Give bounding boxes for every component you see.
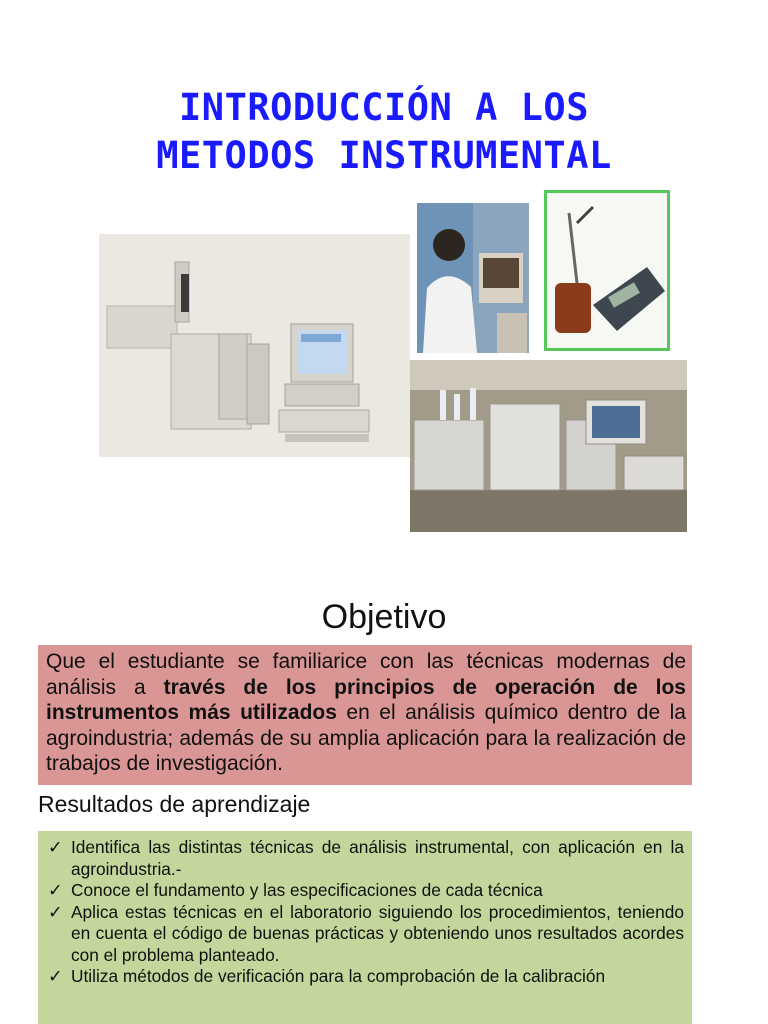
objective-text-bold: través de los principios de operación de los instrumentos más utilizados — [46, 675, 686, 724]
list-item — [48, 966, 684, 988]
list-item-text: Conoce el fundamento y las especificaciones de cada técnica — [71, 880, 543, 900]
objective-heading: Objetivo — [321, 598, 447, 636]
title-line-1: INTRODUCCIÓN A LOS — [179, 86, 589, 129]
ph-meter-photo — [544, 190, 670, 351]
objective-text-1: Que el estudiante se familiarice con las técnicas modernas de análisis a — [46, 650, 686, 699]
gas-chromatograph-photo — [99, 234, 410, 457]
slide-title — [0, 84, 768, 180]
list-item-text: Aplica estas técnicas en el laboratorio siguiendo los procedimientos, teniendo en cuenta el código de buenas prácticas y obteniendo unos resultados acordes con el problema planteado. — [71, 901, 684, 965]
list-item — [48, 902, 684, 967]
check-icon: ✓ — [48, 837, 63, 857]
results-box — [38, 831, 692, 1024]
list-item-text: Identifica las distintas técnicas de análisis instrumental, con aplicación en la agroindustria.- — [71, 837, 684, 879]
title-line-2: METODOS INSTRUMENTAL — [156, 134, 612, 177]
lab-technician-photo — [417, 203, 529, 353]
list-item-text: Utiliza métodos de verificación para la comprobación de la calibración — [71, 966, 606, 986]
results-heading: Resultados de aprendizaje — [38, 791, 311, 817]
check-icon: ✓ — [48, 966, 63, 986]
check-icon: ✓ — [48, 901, 63, 922]
objective-text-2: en el análisis químico dentro de la agroindustria; además de su amplia aplicación para la realización de trabajos de investigación. — [46, 701, 686, 775]
objective-box — [38, 645, 692, 785]
check-icon: ✓ — [48, 880, 63, 900]
list-item — [48, 880, 684, 902]
lab-bench-photo — [410, 360, 687, 532]
list-item — [48, 837, 684, 880]
